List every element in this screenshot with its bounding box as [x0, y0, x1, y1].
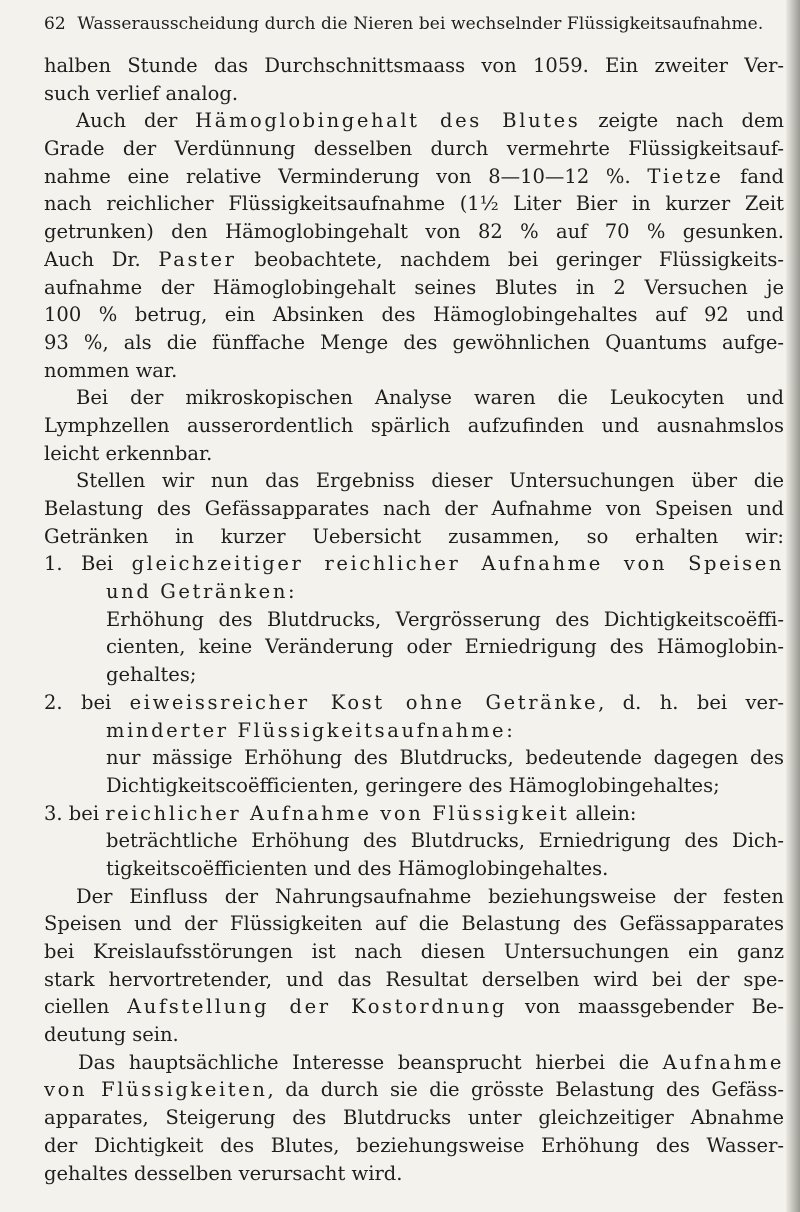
text-line — [44, 384, 784, 412]
text-line — [44, 744, 784, 772]
text-run: 100 % betrug, ein Absinken des Hämoglobingehaltes auf 92 und — [44, 303, 784, 327]
text-line — [44, 218, 784, 246]
text-run: Erhöhung des Blutdrucks, Vergrösserung des Dichtigkeitscoëffi- — [106, 607, 784, 631]
text-run: Grade der Verdünnung desselben durch vermehrte Flüssigkeitsauf- — [44, 137, 784, 161]
text-line — [44, 550, 784, 578]
text-line — [44, 1021, 784, 1049]
text-run: beobachtete, nachdem bei geringer Flüssigkeits- — [236, 247, 784, 271]
text-line — [44, 1132, 784, 1160]
running-title: Wasserausscheidung durch die Nieren bei wechselnder Flüssigkeitsaufnahme. — [77, 14, 764, 34]
text-line — [44, 190, 784, 218]
spaced-emphasis: Paster — [158, 247, 237, 271]
text-line — [44, 689, 784, 717]
text-line — [44, 633, 784, 661]
text-run: bei Kreislaufsstörungen ist nach diesen Untersuchungen ein ganz — [44, 940, 784, 963]
running-header — [44, 14, 784, 34]
text-run: nur mässige Erhöhung des Blutdrucks, bedeutende dagegen des — [106, 746, 784, 770]
text-run: Stellen wir nun das Ergebniss dieser Untersuchungen über die — [76, 469, 784, 493]
spaced-emphasis: Aufnahme — [662, 1050, 784, 1074]
page-number: 62 — [44, 14, 66, 34]
text-run: 93 %, als die fünffache Menge des gewöhnlichen Quantums aufge- — [44, 330, 784, 354]
spaced-emphasis: Hämoglobingehalt des Blutes — [195, 109, 581, 133]
text-line — [44, 412, 784, 440]
text-run: apparates, Steigerung des Blutdrucks unter gleichzeitiger Abnahme — [44, 1106, 784, 1130]
text-run: nommen war. — [44, 358, 178, 382]
text-run: Auch der — [76, 109, 196, 133]
text-line — [44, 274, 784, 302]
text-line — [44, 661, 784, 689]
text-line — [44, 772, 784, 800]
text-run: stark hervortretender, und das Resultat derselben wird bei der spe- — [44, 967, 784, 991]
text-line — [44, 523, 784, 551]
text-run: getrunken) den Hämoglobingehalt von 82 % auf 70 % gesunken. — [44, 220, 784, 244]
text-run: Belastung des Gefässapparates nach der Aufnahme von Speisen und — [44, 497, 784, 520]
text-line — [44, 578, 784, 606]
text-run: Das hauptsächliche Interesse beansprucht hierbei die — [78, 1050, 663, 1074]
text-run: der Dichtigkeit des Blutes, beziehungsweise Erhöhung des Wasser- — [44, 1133, 784, 1157]
text-line — [44, 1076, 784, 1104]
text-line — [44, 827, 784, 855]
text-run: leicht erkennbar. — [44, 441, 213, 465]
text-line — [44, 717, 784, 745]
text-run: Lymphzellen ausserordentlich spärlich aufzufinden und ausnahmslos — [44, 413, 784, 437]
spaced-emphasis: minderter Flüssigkeitsaufnahme: — [106, 718, 516, 742]
text-line — [44, 329, 784, 357]
text-line — [44, 357, 784, 385]
text-run: nach reichlicher Flüssigkeitsaufnahme (1½ Liter Bier in kurzer Zeit — [44, 192, 784, 216]
text-line — [44, 993, 784, 1021]
spaced-emphasis: und Getränken: — [106, 580, 298, 604]
text-run: ciellen — [44, 995, 128, 1019]
text-line — [44, 966, 784, 994]
text-run: , da durch sie die grösste Belastung des Gefäss- — [267, 1078, 784, 1102]
text-run: fand — [723, 164, 784, 188]
text-run: deutung sein. — [44, 1023, 179, 1047]
text-run: Dichtigkeitscoëfficienten, geringere des Hämoglobingehaltes; — [106, 773, 720, 797]
text-line — [44, 440, 784, 468]
text-line — [44, 910, 784, 938]
text-line — [44, 606, 784, 634]
text-line — [44, 135, 784, 163]
body-text — [44, 52, 784, 1187]
text-run: Getränken in kurzer Uebersicht zusammen, so erhalten wir: — [44, 524, 784, 548]
text-run: gehaltes; — [106, 663, 197, 687]
text-run: tigkeitscoëfficienten und des Hämoglobingehaltes. — [106, 856, 609, 880]
text-run: 3. bei — [44, 801, 106, 825]
text-run: halben Stunde das Durchschnittsmaass von 1059. Ein zweiter Ver- — [44, 54, 784, 77]
text-line — [44, 883, 784, 911]
text-run: Der Einfluss der Nahrungsaufnahme beziehungsweise der festen — [76, 884, 784, 908]
text-line — [44, 938, 784, 966]
text-run: cienten, keine Veränderung oder Erniedrigung des Hämoglobin- — [106, 635, 784, 659]
spaced-emphasis: von Flüssigkeiten — [44, 1078, 268, 1102]
spaced-emphasis: reichlicher Aufnahme von Flüssigkeit — [105, 801, 570, 825]
text-line — [44, 52, 784, 80]
spaced-emphasis: Tietze — [647, 164, 724, 188]
text-line — [44, 855, 784, 883]
text-line — [44, 163, 784, 191]
text-line — [44, 1160, 784, 1188]
spaced-emphasis: eiweissreicher Kost ohne Getränke — [129, 690, 599, 714]
text-run: beträchtliche Erhöhung des Blutdrucks, Erniedrigung des Dich- — [106, 829, 784, 853]
text-run: Auch Dr. — [44, 247, 159, 271]
text-run: 1. Bei — [44, 552, 132, 576]
text-run: zeigte nach dem — [580, 109, 784, 133]
page-edge-shadow — [786, 0, 800, 1212]
text-line — [44, 495, 784, 523]
spaced-emphasis: gleichzeitiger reichlicher Aufnahme von Speisen — [131, 552, 784, 576]
text-line — [44, 800, 784, 828]
text-run: 2. bei — [44, 690, 130, 714]
text-run: von maassgebender Be- — [507, 995, 784, 1019]
text-run: Speisen und der Flüssigkeiten auf die Belastung des Gefässapparates — [44, 912, 784, 936]
text-run: allein: — [569, 801, 637, 825]
text-line — [44, 246, 784, 274]
text-line — [44, 301, 784, 329]
text-run: such verlief analog. — [44, 81, 239, 105]
text-run: nahme eine relative Verminderung von 8—10—12 %. — [44, 164, 648, 188]
text-run: , d. h. bei ver- — [598, 690, 784, 714]
text-run: aufnahme der Hämoglobingehalt seines Blutes in 2 Versuchen je — [44, 275, 784, 299]
text-run: Bei der mikroskopischen Analyse waren die Leukocyten und — [76, 386, 784, 410]
text-run: gehaltes desselben verursacht wird. — [44, 1161, 403, 1185]
text-line — [44, 1049, 784, 1077]
text-line — [44, 107, 784, 135]
text-line — [44, 80, 784, 108]
text-line — [44, 467, 784, 495]
text-line — [44, 1104, 784, 1132]
spaced-emphasis: Aufstellung der Kostordnung — [127, 995, 507, 1019]
